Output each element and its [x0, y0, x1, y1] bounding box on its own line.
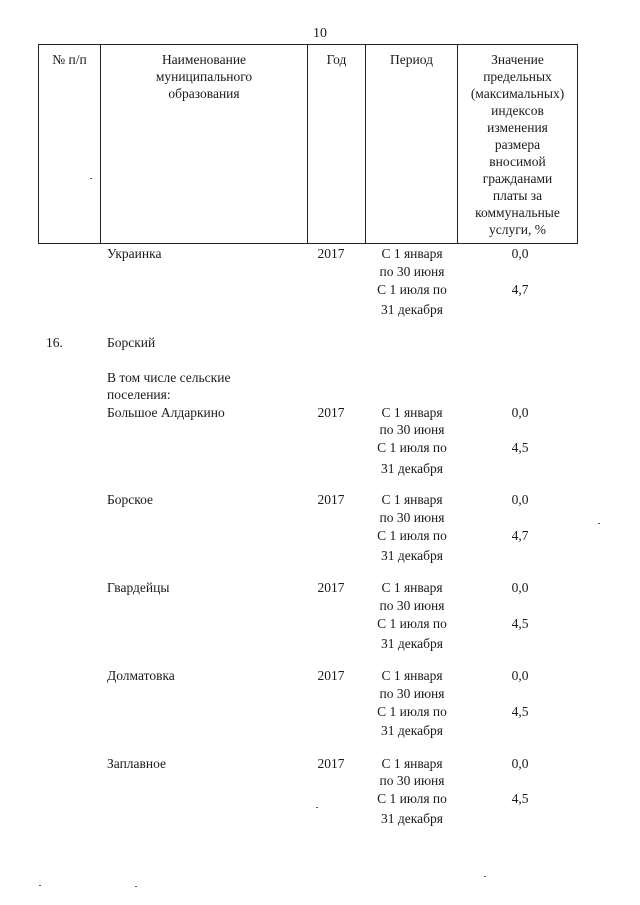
header-name-line: муниципального — [155, 69, 253, 84]
row-period-end: 31 декабря — [381, 723, 443, 738]
row-name: Украинка — [107, 246, 162, 261]
header-value-line: вносимой — [489, 154, 546, 169]
row-period-start: по 30 июня — [379, 510, 445, 525]
row-period-end: С 1 июля по — [377, 791, 447, 806]
row-name: Гвардейцы — [107, 580, 170, 595]
row-name: Заплавное — [107, 756, 167, 771]
row-value: 4,5 — [511, 440, 529, 455]
row-year: 2017 — [317, 492, 345, 507]
row-year: 2017 — [317, 580, 345, 595]
row-period-end: С 1 июля по — [377, 528, 447, 543]
row-value: 0,0 — [511, 492, 529, 507]
row-period-end: 31 декабря — [381, 636, 443, 651]
header-period: Период — [366, 45, 458, 244]
header-value-line: (максимальных) — [470, 86, 565, 101]
row-period-start: по 30 июня — [379, 686, 445, 701]
header-value-line: услуги, % — [489, 222, 546, 237]
row-year: 2017 — [317, 756, 345, 771]
row-value: 4,5 — [511, 704, 529, 719]
row-period-start: по 30 июня — [379, 773, 445, 788]
row-period-end: С 1 июля по — [377, 282, 447, 297]
header-value-line: размера — [494, 137, 541, 152]
row-value: 0,0 — [511, 405, 529, 420]
row-period-end: 31 декабря — [381, 461, 443, 476]
header-value-line: коммунальные — [475, 205, 560, 220]
district-number: 16. — [46, 335, 63, 350]
district-subtitle: поселения: — [107, 387, 171, 402]
page-number: 10 — [313, 26, 327, 41]
row-value: 4,5 — [511, 791, 529, 806]
header-value-line: изменения — [487, 120, 548, 135]
row-period-end: 31 декабря — [381, 811, 443, 826]
row-period-start: С 1 января — [381, 405, 443, 420]
header-num: № п/п — [39, 45, 101, 244]
row-value: 4,7 — [511, 282, 529, 297]
row-period-start: С 1 января — [381, 492, 443, 507]
scan-speck — [39, 885, 41, 886]
row-period-end: 31 декабря — [381, 548, 443, 563]
row-period-start: С 1 января — [381, 580, 443, 595]
row-value: 4,5 — [511, 616, 529, 631]
header-value-line: Значение — [491, 52, 544, 67]
row-name: Долматовка — [107, 668, 175, 683]
scan-speck — [135, 886, 137, 887]
row-period-start: по 30 июня — [379, 422, 445, 437]
row-period-start: по 30 июня — [379, 598, 445, 613]
row-period-end: 31 декабря — [381, 302, 443, 317]
row-period-end: С 1 июля по — [377, 440, 447, 455]
row-value: 0,0 — [511, 580, 529, 595]
header-value — [458, 45, 578, 244]
header-value-line: гражданами — [482, 171, 553, 186]
row-value: 0,0 — [511, 668, 529, 683]
table-header — [38, 44, 578, 244]
header-year: Год — [308, 45, 366, 244]
row-value: 0,0 — [511, 246, 529, 261]
row-period-end: С 1 июля по — [377, 616, 447, 631]
scan-speck — [484, 876, 486, 877]
row-period-start: по 30 июня — [379, 264, 445, 279]
row-value: 0,0 — [511, 756, 529, 771]
row-period-start: С 1 января — [381, 668, 443, 683]
row-period-start: С 1 января — [381, 246, 443, 261]
header-name-line: Наименование — [161, 52, 247, 67]
row-period-end: С 1 июля по — [377, 704, 447, 719]
header-value-line: платы за — [492, 188, 543, 203]
district-name: Борский — [107, 335, 156, 350]
row-name: Борское — [107, 492, 154, 507]
district-subtitle: В том числе сельские — [107, 370, 231, 385]
header-value-line: индексов — [491, 103, 544, 118]
header-name — [101, 45, 308, 244]
row-year: 2017 — [317, 668, 345, 683]
row-year: 2017 — [317, 405, 345, 420]
scan-speck — [90, 178, 92, 179]
row-year: 2017 — [317, 246, 345, 261]
header-value-line: предельных — [483, 69, 552, 84]
row-period-start: С 1 января — [381, 756, 443, 771]
row-name: Большое Алдаркино — [107, 405, 225, 420]
scan-speck — [598, 523, 600, 524]
header-name-line: образования — [168, 86, 240, 101]
scan-speck — [316, 807, 318, 808]
row-value: 4,7 — [511, 528, 529, 543]
